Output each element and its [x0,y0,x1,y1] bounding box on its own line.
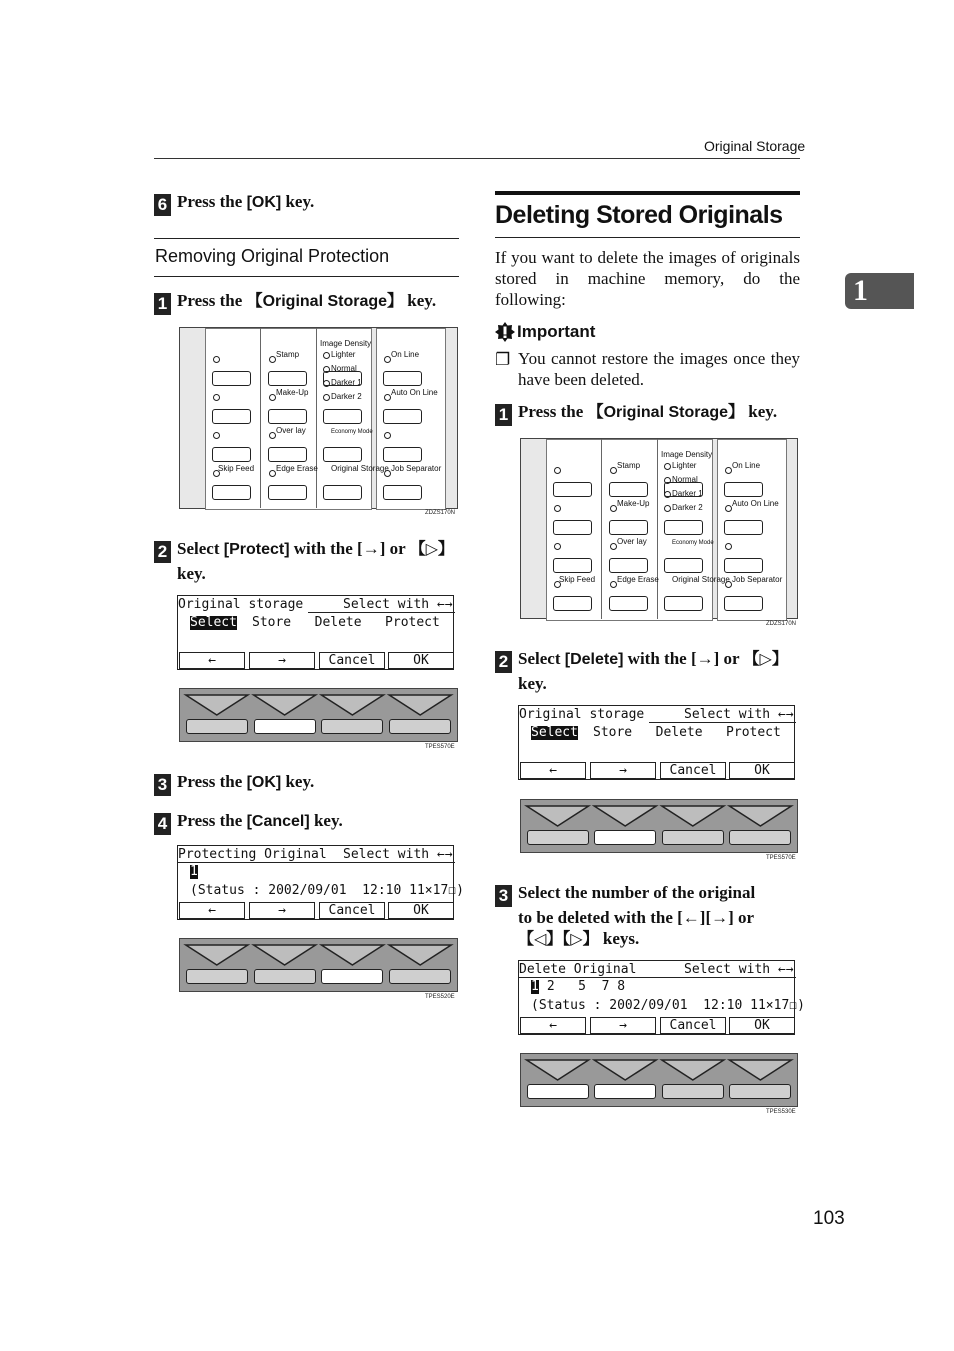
subheading: Removing Original Protection [155,246,390,266]
step-press-original-storage: 1 Press the 【Original Storage】 key. [154,290,436,315]
subheading-rule-bottom [154,276,459,277]
step-number: 6 [154,194,171,216]
key-delete: [Delete] [564,651,624,668]
step-press-ok: 6 Press the [OK] key. [154,191,314,216]
heading-rule-top [495,191,800,195]
lcd-display-original-storage: Original storage Select with ←→ Select Store Delete Protect ← → Cancel OK [177,595,454,670]
lcd-display-original-storage: Original storage Select with ←→ Select Store Delete Protect ← → Cancel OK [518,705,795,780]
figure-caption: ZDZS170N [425,510,456,516]
important-note-text: You cannot restore the images once they have been deleted. [518,349,800,389]
lcd-display-delete-original: Delete Original Select with ←→ 1 2 5 7 8 (Status : 2002/09/01 12:10 11×17☐) ← → Cancel OK [519,962,805,1033]
key-protect: [Protect] [223,541,290,558]
subheading-rule-top [154,238,459,239]
chapter-tab: 1 [845,273,914,309]
page-number: 103 [813,1208,845,1229]
step-press-original-storage: 1 Press the 【Original Storage】 key. [495,401,777,426]
intro-paragraph: If you want to delete the images of originals stored in machine memory, do the following: [495,248,800,309]
control-panel-illustration: Skip Feed Stamp Make-Up Over lay Edge Erase Original Storage On Line Auto On Line Job Separator Image Density Lighter Normal Darker 1 Darker 2 Economy Mode [179,327,458,509]
selection-keys-illustration [179,938,458,992]
lcd-display-protecting-original: Protecting Original Select with ←→ 1 (Status : 2002/09/01 12:10 11×17☐) ← → Cancel OK [178,847,464,918]
selection-keys-illustration [520,799,798,853]
step-press-cancel: 4 Press the [Cancel] key. [154,810,343,835]
heading-rule-bottom [495,237,800,238]
step-press-ok-2: 3 Press the [OK] key. [154,771,314,796]
step-select-number: 3 Select the number of the original to be deleted with the [←][→] or 【◁】【▷】 keys. [495,882,800,950]
step-select-protect: 2 Select [Protect] with the [→] or 【▷】 key. [154,538,459,584]
selection-keys-illustration [179,688,458,742]
important-note-heading: Important [495,322,595,342]
selection-keys-illustration [520,1053,798,1107]
control-panel-illustration: Skip Feed Stamp Make-Up Over lay Edge Erase Original Storage On Line Auto On Line Job Separator Image Density Lighter Normal Darker 1 Darker 2 Economy Mode [520,438,798,619]
step-select-delete: 2 Select [Delete] with the [→] or 【▷】 key. [495,648,800,694]
key-original-storage: 【Original Storage】 [246,293,404,310]
section-heading: Deleting Stored Originals [495,201,783,229]
header-rule [154,158,800,159]
important-icon [495,322,515,342]
running-header: Original Storage [704,138,806,154]
lcd-selected-option: Select [190,615,237,630]
checkbox-bullet: ❐ [495,350,511,369]
key-cancel: [Cancel] [246,813,310,830]
key-ok: [OK] [246,194,282,211]
